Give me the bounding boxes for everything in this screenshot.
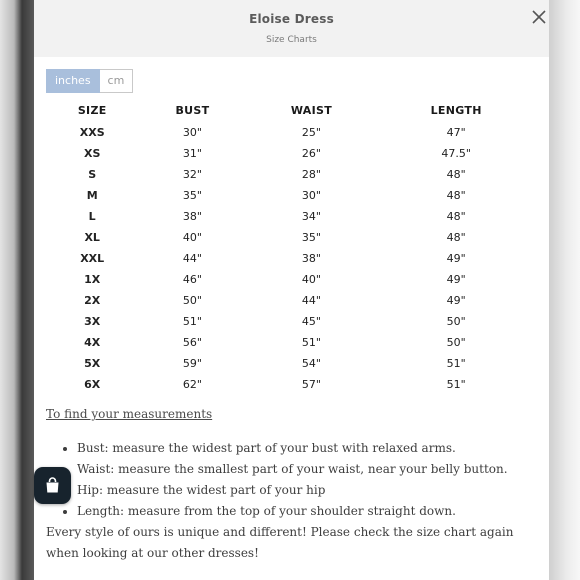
length-cell: 47" <box>446 126 466 139</box>
list-item-waist: • Waist: measure the smallest part of your waist, near your belly button. <box>77 459 508 480</box>
bust-cell: 59" <box>182 357 202 370</box>
list-item-length: • Length: measure from the top of your shoulder straight down. <box>77 501 508 522</box>
table-body <box>46 122 536 395</box>
bust-cell: 56" <box>182 336 202 349</box>
size-cell: 4X <box>84 336 101 349</box>
size-cell: 3X <box>84 315 101 328</box>
measurements-list <box>46 438 508 522</box>
bust-cell: 51" <box>182 315 202 328</box>
size-cell: L <box>88 210 96 223</box>
column-header-length: LENGTH <box>430 104 482 117</box>
table-row <box>46 143 536 164</box>
bust-cell: 31" <box>182 147 202 160</box>
shopping-bag-icon <box>45 477 60 494</box>
table-header-row <box>46 99 536 122</box>
bust-cell: 35" <box>182 189 202 202</box>
length-cell: 51" <box>446 357 466 370</box>
table-row <box>46 374 536 395</box>
size-cell: 2X <box>84 294 101 307</box>
table-row <box>46 164 536 185</box>
table-row <box>46 353 536 374</box>
bust-cell: 30" <box>182 126 202 139</box>
bust-cell: 32" <box>182 168 202 181</box>
length-cell: 48" <box>446 189 466 202</box>
length-cell: 49" <box>446 273 466 286</box>
length-cell: 47.5" <box>441 147 471 160</box>
waist-cell: 54" <box>301 357 321 370</box>
unit-toggle <box>46 69 133 93</box>
bust-cell: 50" <box>182 294 202 307</box>
list-item-bust: • Bust: measure the widest part of your bust with relaxed arms. <box>77 438 508 459</box>
table-row <box>46 290 536 311</box>
close-icon <box>529 7 549 27</box>
length-cell: 50" <box>446 336 466 349</box>
column-header-waist: WAIST <box>290 104 332 117</box>
length-cell: 50" <box>446 315 466 328</box>
waist-cell: 25" <box>301 126 321 139</box>
table-row <box>46 185 536 206</box>
modal-subtitle: Size Charts <box>266 35 317 45</box>
size-cell: XS <box>83 147 101 160</box>
table-row <box>46 332 536 353</box>
column-header-bust: BUST <box>175 104 210 117</box>
table-row <box>46 311 536 332</box>
size-cell: 6X <box>84 378 101 391</box>
length-cell: 49" <box>446 294 466 307</box>
bust-cell: 38" <box>182 210 202 223</box>
bust-cell: 62" <box>182 378 202 391</box>
size-cell: XL <box>84 231 100 244</box>
table-row <box>46 122 536 143</box>
waist-cell: 51" <box>301 336 321 349</box>
waist-cell: 44" <box>301 294 321 307</box>
table-row <box>46 227 536 248</box>
size-note: Every style of ours is unique and different! Please check the size chart again when looking at our other dresses! <box>46 525 514 560</box>
waist-cell: 35" <box>301 231 321 244</box>
unit-cm-button[interactable]: cm <box>100 69 134 93</box>
waist-cell: 26" <box>301 147 321 160</box>
waist-cell: 40" <box>301 273 321 286</box>
waist-cell: 34" <box>301 210 321 223</box>
page-backdrop-right <box>549 0 580 580</box>
size-cell: 5X <box>84 357 101 370</box>
bust-cell: 40" <box>182 231 202 244</box>
unit-inches-button[interactable]: inches <box>46 69 100 93</box>
size-table <box>46 99 536 395</box>
page-backdrop-left <box>0 0 34 580</box>
close-button[interactable] <box>529 7 549 27</box>
size-cell: M <box>86 189 98 202</box>
table-row <box>46 206 536 227</box>
list-item-hip: • Hip: measure the widest part of your hip <box>77 480 508 501</box>
modal-title: Eloise Dress <box>249 12 334 26</box>
length-cell: 49" <box>446 252 466 265</box>
waist-cell: 45" <box>301 315 321 328</box>
size-cell: 1X <box>84 273 101 286</box>
floating-shop-button[interactable] <box>34 467 71 504</box>
table-row <box>46 269 536 290</box>
waist-cell: 28" <box>301 168 321 181</box>
modal-header <box>34 0 549 57</box>
length-cell: 48" <box>446 210 466 223</box>
size-chart-modal <box>34 0 549 580</box>
column-header-size: SIZE <box>77 104 107 117</box>
size-cell: XXS <box>79 126 105 139</box>
length-cell: 48" <box>446 168 466 181</box>
waist-cell: 38" <box>301 252 321 265</box>
size-cell: XXL <box>80 252 105 265</box>
length-cell: 48" <box>446 231 466 244</box>
bust-cell: 46" <box>182 273 202 286</box>
size-cell: S <box>88 168 97 181</box>
bust-cell: 44" <box>182 252 202 265</box>
measurements-link[interactable]: To find your measurements <box>46 407 213 421</box>
waist-cell: 30" <box>301 189 321 202</box>
table-row <box>46 248 536 269</box>
length-cell: 51" <box>446 378 466 391</box>
waist-cell: 57" <box>301 378 321 391</box>
